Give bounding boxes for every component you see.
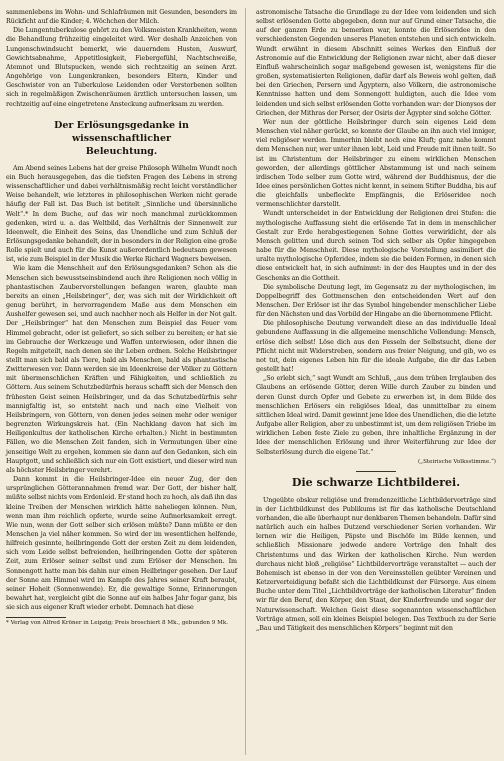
- article-title-line-1: Der Erlösungsgedanke in wissenschaftlicher: [54, 119, 189, 144]
- paragraph: Ungeübte obskur religiöse und fremdenzeitliche Lichtbildervorträge sind in der Lichtbildkunst des Publikums ist für das katholische Deutschland vorhanden, die alle überhaupt nur denkbaren Themen behandeln. Dafür sind natürlich auch ein halbes Dutzend verschiedener Serien vorhanden. Wir lernen wir die Heiligen, Päpste und Bischöfe im Bilde kennen, und schließlich Missionare jedwede andere Vorträge den Inhalt des Christentums und das Wirken der katholischen Kirche. Nun werden durchaus nicht bloß „religiöse“ Lichtbildervorträge veranstaltet — auch der Bohemisch ist ebenso in der von den Vereinsstellen geübter Vereinen und Ketzerverteidigung befaßt sich die Lichtbildkunst der Fürsorge. Aus einem Buche unter dem Titel „Lichtbildvorträge der katholischen Literatur“ finden wir für den Beruf, den Körper, den Staat, der Kinderfreunde und sogar der Naturwissenschaft. Welchen Geist diese sogenannten wissenschaftlichen Vorträge atmen, soll ein kleines Beispiel belegen. Das Textbuch zu der Serie „Bau und Tätigkeit des menschlichen Körpers“ beginnt mit den: [256, 496, 497, 632]
- section-divider: [356, 471, 396, 472]
- paragraph: Wundt unterscheidet in der Entwicklung der Religionen drei Stufen: die mythologische Auffassung sieht die erlösende Tat in dem in menschlicher Gestalt zur Erde herabgestiegenen Sohne Gottes verwirklicht, der als Mensch gelitten und durch seinen Tod sich selber als Opfer hingegeben habe für die Menschheit. Diese mythologische Vorstellung assimiliert die uralte mythologische Opferidee, indem sie die beiden Formen, in denen sich diese entwickelt hat, in sich aufnimmt: in der des Hauptes und in der des Geschenks an die Gottheit.: [256, 210, 496, 282]
- paragraph: Die symbolische Deutung legt, im Gegensatz zu der mythologischen, im Doppelbegriff des Gottmenschen den entscheidenden Wert auf den Menschen. Der Erlöser ist ihr das Symbol hingebender menschlicher Liebe für den Nächsten und das Vorbild der Hingabe an die übernommene Pflicht.: [256, 283, 496, 319]
- paragraph: Die philosophische Deutung verwandelt diese an das individuelle Ideal gebundene Auffassung in die allgemeine menschliche Vollendung: Mensch, erlöse dich selbst! Löse dich aus den Fesseln der Selbstsucht, diene der Pflicht nicht mit Widerstreben, sondern aus freier Neigung, und gib, wo es not tut, dein eigenes Leben hin für die ideale Aufgabe, die dir das Leben gestellt hat!: [256, 320, 496, 374]
- source-attribution: („Steirische Volksstimme.“): [417, 458, 496, 465]
- paragraph: Am Abend seines Lebens hat der greise Philosoph Wilhelm Wundt noch ein Buch herausgegeben, das die tiefsten Fragen des Lebens in streng wissenschaftlicher und dabei verhältnismäßig recht leicht verständlicher Weise behandelt, wie letzteres in philosophischen Werken nicht gerade häufig der Fall ist. Das Buch ist betitelt „Sinnliche und übersinnliche Welt“.* In dem Buche, auf das wir noch manchmal zurückkommen gedenken, wird u. a. das Weltbild, das Verhältnis der Sinnenwelt zur Ideenwelt, die Einheit des Seins, das Unendliche und zum Schluß der Erlösungsgedanke behandelt, der in besonders in der Religion eine große Rolle spielt und auch für die Kunst außerordentlich bedeutsam gewesen ist, wie zum Beispiel in der Musik die Werke Richard Wagners beweisen.: [6, 164, 237, 264]
- paragraph: Wie kam die Menschheit auf den Erlösungsgedanken? Schon als die Menschen sich bewusstseinsbindend auch ihre Religionen noch völlig in phantastischen Zaubervorstellungen befangen waren, glaubte man bereits an einen „Heilsbringer“, der, was sich mit der Wirklichkeit oft genug berührt, in hervorragendem Maße aus dem Menschen ein Aushelfer gewesen sei, und auch nachher noch als Helfer in der Not galt. Der „Heilsbringer“ hat den Menschen zum Beispiel das Feuer vom Himmel gebracht, oder ist geliefert, so sich selber zu bereiten; er hat sie im Gebrauche der Werkzeuge und Waffen unterwiesen, oder ihnen die Regeln mitgeteilt, nach denen sie ihr Leben ordnen. Solche Heilsbringer stellt man sich bald als Tiere, bald als Menschen, bald als phantastische Zwitterwesen vor. Dann werden sie im Ideenkreise der Völker zu Göttern mit übermenschlichen Kräften und Fähigkeiten, und schließlich zu Göttern. Aus seinem Schutzbedürfnis heraus schafft sich der Mensch den frühesten Geist seinen Heilsbringer, und da das Schutzbedürfnis sehr mannigfaltig ist, so entsteht nach und nach eine Vielheit von Heilsbringern, von Göttern, von denen jedes seinen mehr oder weniger begrenzten Wirkungskreis hat. (Ein Nachklang davon hat sich im Heiligenkultus der katholischen Kirche erhalten.) Nicht in bestimmten Fällen, wo die Menschen Zeit fanden, sich in Vermutungen über eine jenseitige Welt zu ergehen, kommen sie dann auf den Gedanken, sich ein Hauptgott, und schließlich sich nur ein Gott existiert, und dieser wird nun als höchster Heilsbringer verehrt.: [6, 265, 237, 474]
- article-title: Die schwarze Lichtbilderei.: [291, 475, 461, 489]
- left-column: [6, 8, 246, 755]
- paragraph: Die Lungentuberkulose gehört zu den Volksmeisten Krankheiten, wenn die Behandlung frühzeitig eingeleitet wird. Wer deshalb Anzeichen von Lungenschwindsucht bemerkt, wie dauerndem Husten, Auswurf, Gewichtsabnahme, Appetitlosigkeit, Fiebergefühl, Nachtschweiße, Atemnot und Blutspucken, wende sich rechtzeitig an seinen Arzt. Angehörige von Lungenkranken, besonders Eltern, Kinder und Geschwister von an Tuberkulose Leidenden oder Verstorbenen sollten sich in regelmäßigen Zwischenräumen ärztlich untersuchen lassen, um rechtzeitig auf eine eingetretene Ansteckung aufmerksam zu werden.: [6, 27, 237, 108]
- paragraph: „So erlebt sich,“ sagt Wundt am Schluß, „aus dem trüben Irrglauben des Glaubens an erlösende Götter, deren Wille durch Zauber zu binden und deren Gunst durch Opfer und Gebete zu erwerben ist, in dem Bilde des menschlichen Erlösers ein religiöses Ideal, das unmittelbar zu einem sittlichen Ideal wird. Damit gewinnt jene Idee des Unendlichen, die die letzte Aufgabe aller Religion, aber zu unbestimmt ist, um dem religiösen Triebe im wirklichen Leben feste Ziele zu geben, ihre inhaltliche Ergänzung in der Idee der menschlichen Erlösung und ihrer Weiterführung zur Idee der Selbsterlösung durch die eigene Tat.“: [256, 375, 496, 456]
- article-title: [6, 119, 237, 158]
- right-column: [256, 8, 496, 755]
- footnote-divider: [6, 617, 66, 618]
- paragraph: Dann kommt in die Heilsbringer-Idee ein neuer Zug, der den ursprünglichen Götterannahmen fremd war. Der Gott, der bisher half, müßte selbst nichts vom Erdenleid. Er stand hoch zu hoch, als daß ihn das kleine Treiben der Menschen wirklich hätte naheliegen können. Nun, wenn man ihm reichlich opferte, wurde seine Aufmerksamkeit erregt. Wie nun, wenn der Gott selber sich erlösen müßte? Dann müßte er den Menschen ja viel näher kommen. So wird der im wesentlichen helfende, hilfreich gesinnte, heilbringende Gott der ersten Zeit zu dem leidenden, sich vom Leide selbst befreienden, heilbringenden Gotte der späteren Zeit, zum Erlöser seiner selbst und zum Erlöser der Menschen. Im Sonnengott hatte man bis dahin nur einen Heilbringer gesehen. Der Lauf der Sonne am Himmel wird im Kampfe des Jahres seiner Kraft beraubt, seiner Hoheit (Sonnenwende). Er, die gewaltige Sonne, Erinnerungen bewahrt hat, vergleicht gibt die Sonne auf ein halbes Jahr fogar ganz, bis sie sich aus eigener Kraft wieder erhebt. Demnach hat diese: [6, 476, 237, 612]
- article-title-line-2: Beleuchtung.: [85, 145, 158, 157]
- footnote: * Verlag von Alfred Kröner in Leipzig; Preis broschiert 8 Mk., gebunden 9 Mk.: [6, 620, 229, 627]
- paragraph: Wer nun der göttliche Heilsbringer durch sein eigenes Leid dem Menschen viel näher gerückt, so konnte der Glaube an ihn auch viel inniger, viel religiöser werden. Immerhin bleibt noch eine Kluft; ganz nahe kommt dem Menschen nur, wer unter ihnen lebt, Leid und Freude mit ihnen teilt. So ist im Christentum der Heilsbringer zu einem wirklichen Menschen geworden, der allerdings göttlicher Abstammung ist und nach seinem irdischen Tode selber zum Gotte wird, während der Buddhismus, der die Idee eines persönlichen Gottes nicht kennt, in seinem Stifter Buddha, bis auf die gleichfalls unbefleckte Empfängnis, die Erlöseridee noch vermenschlichter darstellt.: [256, 118, 496, 209]
- paragraph: sammenlebens im Wohn- und Schlafräumen mit Gesunden, besonders im Rückficht auf die Kinder; 4. Wöchchen der Milch.: [6, 9, 237, 26]
- paragraph: astronomische Tatsache die Grundlage zu der Idee vom leidenden und sich selbst erlösenden Gotte abgegeben, denn nur auf Grund einer Tatsache, die auf der ganzen Erde zu bemerken war, konnte die Erlöseridee in den verschiedensten Gegenden unseres Planeten entstehen und sich entwickeln. Wundt erwähnt in diesem Abschnitt seines Werkes den Einfluß der Astronomie auf die Entwicklung der Religionen zwar nicht, aber daß dieser Einfluß wahrscheinlich sogar maßgebend gewesen ist, wenigstens für die großen, systematisierten Religionen, dafür darf als Beweis wohl gelten, daß bei den Griechen, Persern und Ägyptern, also Völkern, die astronomische Kenntnisse hatten und dem Sonnengott huldigten, auch die Idee vom leidenden und sich selbst erlösenden Gotte vorhanden war: der Dionysos der Griechen, der Mithras der Perser, der Osiris der Ägypter sind solche Götter.: [256, 9, 496, 117]
